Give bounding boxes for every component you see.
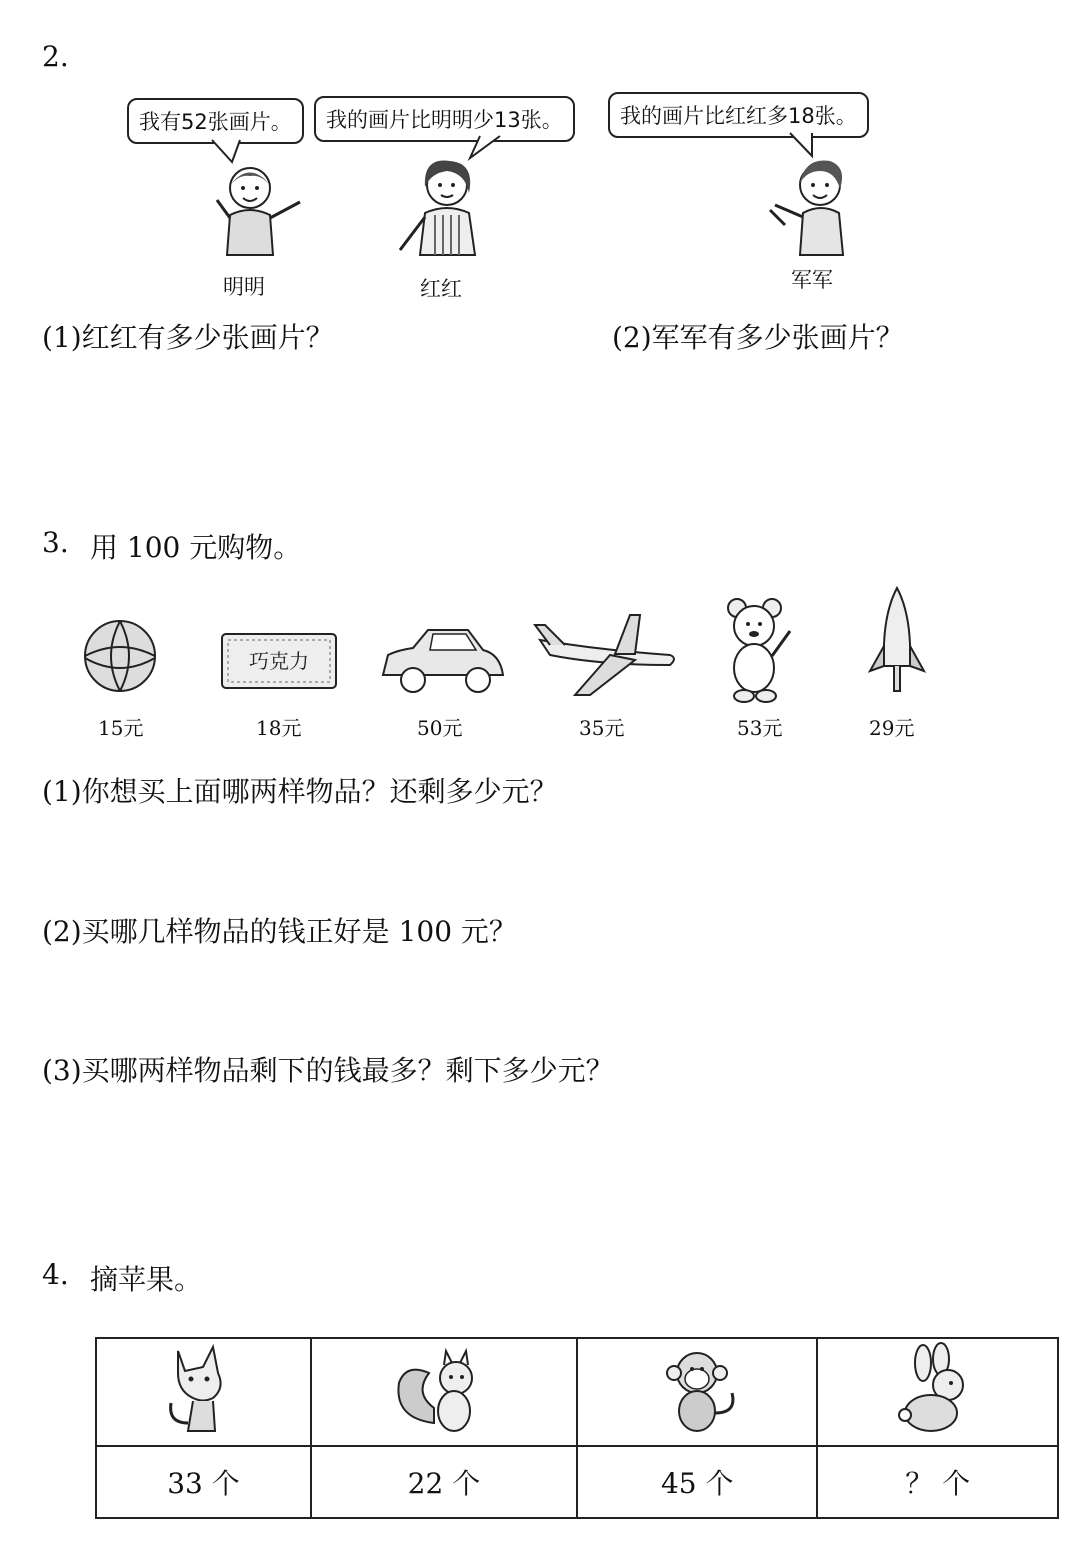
cell-squirrel	[311, 1338, 577, 1446]
girl-honghong-icon	[395, 155, 495, 265]
price-car: 50元	[417, 716, 463, 740]
question-4-number: 4.	[42, 1258, 69, 1291]
airplane-icon	[530, 610, 680, 700]
question-2-part-1: (1)红红有多少张画片？	[42, 321, 334, 354]
chocolate-wrapper-text: 巧克力	[249, 649, 309, 673]
price-teddy-bear: 53元	[737, 716, 783, 740]
count-monkey: 45 个	[577, 1446, 818, 1518]
boy-mingming-icon	[205, 160, 305, 270]
speech-bubble-honghong: 我的画片比明明少13张。	[314, 96, 575, 142]
squirrel-icon	[394, 1343, 494, 1438]
speech-bubble-junjun: 我的画片比红红多18张。	[608, 92, 869, 138]
price-chocolate: 18元	[256, 716, 302, 740]
teddy-bear-icon	[722, 596, 802, 706]
boy-junjun-icon	[765, 155, 865, 265]
question-3-number: 3.	[42, 526, 69, 559]
question-3-part-2: (2)买哪几样物品的钱正好是 100 元？	[42, 915, 517, 948]
name-junjun: 军军	[791, 268, 833, 292]
count-cat: 33 个	[96, 1446, 311, 1518]
price-rocket: 29元	[869, 716, 915, 740]
question-3-title: 用 100 元购物。	[90, 531, 302, 564]
question-2-number: 2.	[42, 40, 69, 73]
chocolate-icon	[220, 632, 340, 692]
apples-table	[95, 1337, 1059, 1519]
cell-monkey	[577, 1338, 818, 1446]
counts-row	[96, 1446, 1058, 1518]
question-2-part-2: (2)军军有多少张画片？	[612, 321, 904, 354]
rabbit-icon	[893, 1343, 983, 1438]
toy-car-icon	[378, 620, 508, 700]
cell-cat	[96, 1338, 311, 1446]
count-squirrel: 22 个	[311, 1446, 577, 1518]
cat-icon	[163, 1343, 243, 1438]
price-ball: 15元	[98, 716, 144, 740]
question-3-part-3: (3)买哪两样物品剩下的钱最多？剩下多少元？	[42, 1054, 614, 1087]
bubble-tails	[0, 0, 1080, 200]
cell-rabbit	[817, 1338, 1058, 1446]
question-3-part-1: (1)你想买上面哪两样物品？还剩多少元？	[42, 775, 558, 808]
ball-icon	[82, 618, 162, 698]
name-mingming: 明明	[223, 275, 265, 299]
price-airplane: 35元	[579, 716, 625, 740]
speech-bubble-mingming: 我有52张画片。	[127, 98, 304, 144]
name-honghong: 红红	[420, 277, 462, 301]
rocket-icon	[862, 586, 932, 696]
question-4-title: 摘苹果。	[90, 1263, 203, 1296]
monkey-icon	[652, 1343, 742, 1438]
count-rabbit: ？ 个	[817, 1446, 1058, 1518]
animals-row	[96, 1338, 1058, 1446]
